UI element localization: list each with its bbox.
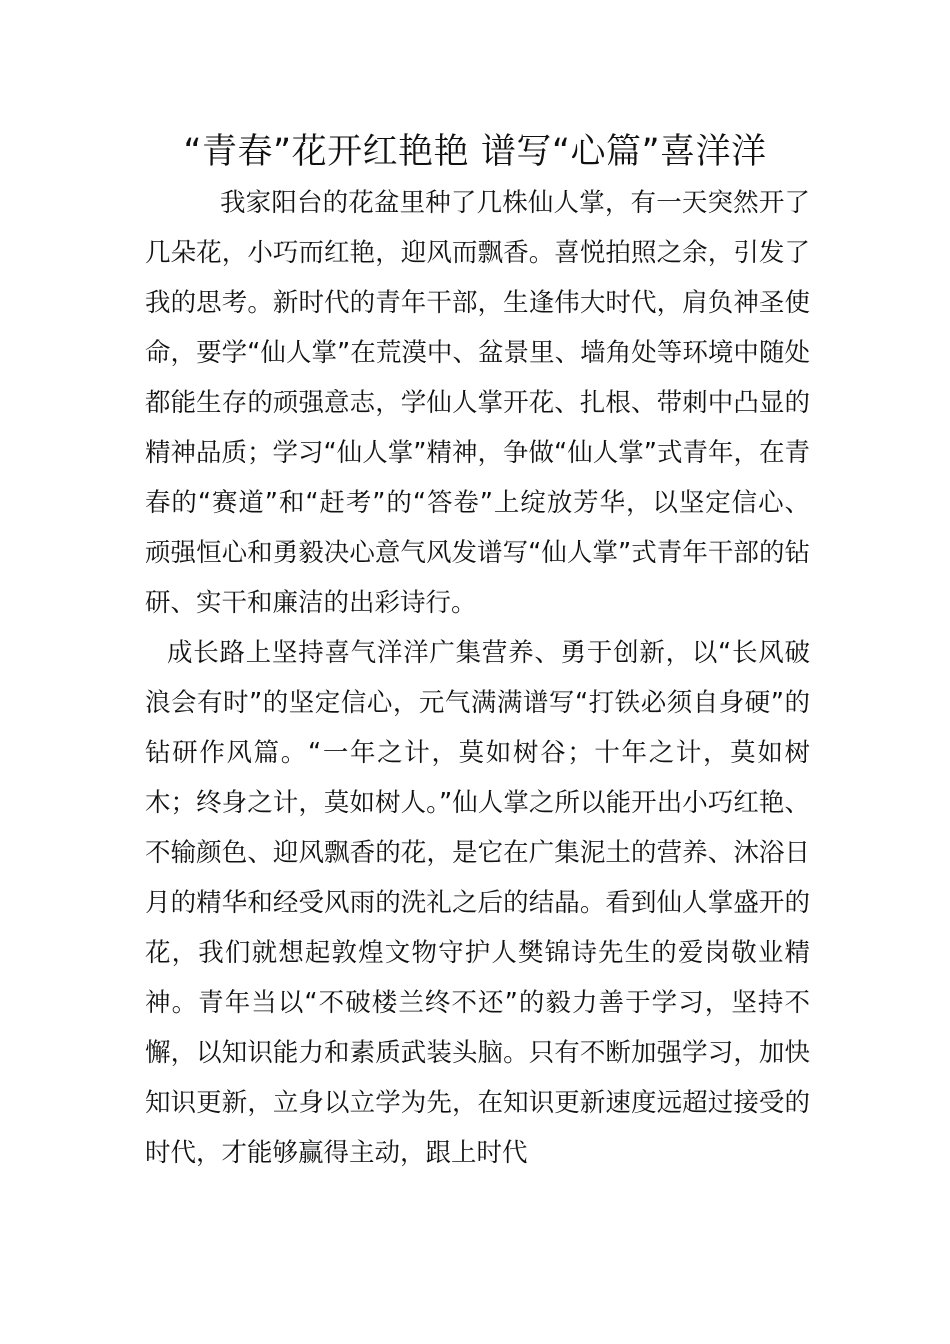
paragraph-1: 我家阳台的花盆里种了几株仙人掌，有一天突然开了几朵花，小巧而红艳，迎风而飘香。喜悦拍照之余，引发了我的思考。新时代的青年干部，生逢伟大时代，肩负神圣使命，要学“仙人掌”在荒漠中、盆景里、墙角处等环境中随处都能生存的顽强意志，学仙人掌开花、扎根、带刺中凸显的精神品质；学习“仙人掌”精神，争做“仙人掌”式青年，在青春的“赛道”和“赶考”的“答卷”上绽放芳华，以坚定信心、顽强恒心和勇毅决心意气风发谱写“仙人掌”式青年干部的钻研、实干和廉洁的出彩诗行。 bbox=[145, 188, 810, 618]
document-body bbox=[145, 178, 810, 1178]
document-title: “青春”花开红艳艳 谱写“心篇”喜洋洋 bbox=[183, 132, 767, 172]
paragraph-2: 成长路上坚持喜气洋洋广集营养、勇于创新，以“长风破浪会有时”的坚定信心，元气满满谱写“打铁必须自身硬”的钻研作风篇。“一年之计，莫如树谷；十年之计，莫如树木；终身之计，莫如树人。”仙人掌之所以能开出小巧红艳、不输颜色、迎风飘香的花，是它在广集泥土的营养、沐浴日月的精华和经受风雨的洗礼之后的结晶。看到仙人掌盛开的花，我们就想起敦煌文物守护人樊锦诗先生的爱岗敬业精神。青年当以“不破楼兰终不还”的毅力善于学习，坚持不懈，以知识能力和素质武装头脑。只有不断加强学习，加快知识更新，立身以立学为先，在知识更新速度远超过接受的时代，才能够赢得主动，跟上时代 bbox=[145, 638, 810, 1168]
